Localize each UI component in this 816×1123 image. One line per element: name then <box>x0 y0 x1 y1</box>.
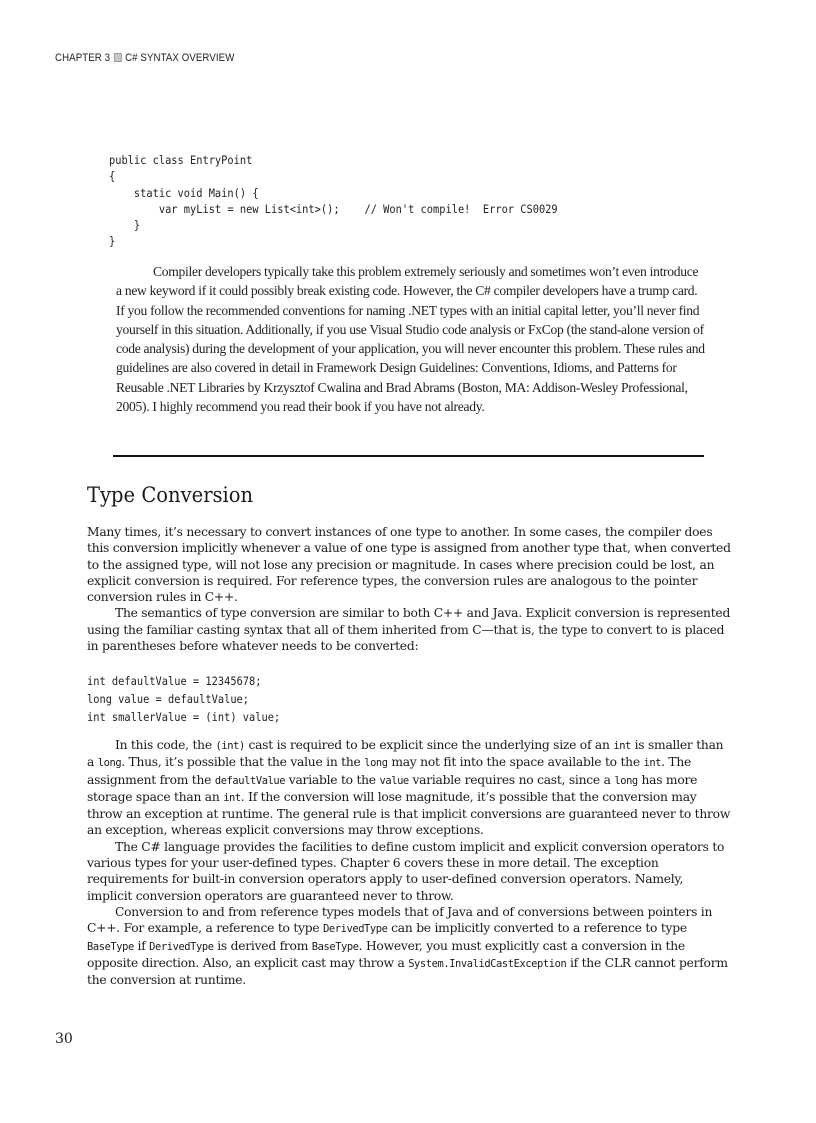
inline-code: DerivedType <box>323 923 388 936</box>
inline-code: long <box>364 757 388 770</box>
paragraph-1: Many times, it’s necessary to convert instances of one type to another. In some cases, the compiler does this conversion implicitly whenever a value of one type is assigned from another type that, when converted to the assigned type, will not lose any precision or magnitude. In cases where precision could be lost, an explicit conversion is required. For reference types, the conversion rules are analogous to the pointer conversion rules in C++. <box>87 525 731 605</box>
section-body <box>87 737 731 988</box>
inline-code: System.InvalidCastException <box>408 957 567 970</box>
inline-code: int <box>223 791 241 804</box>
paragraph-2: The semantics of type conversion are similar to both C++ and Java. Explicit conversion is represented using the familiar casting syntax that all of them inherited from C—that is, the type to convert to is placed in parentheses before whatever needs to be converted: <box>87 606 731 654</box>
note-divider <box>113 455 704 457</box>
running-header <box>55 52 234 64</box>
page-number: 30 <box>55 1031 73 1047</box>
note-block <box>116 262 706 416</box>
square-separator-icon <box>114 53 122 62</box>
chapter-label: CHAPTER 3 <box>55 52 111 64</box>
inline-code: DerivedType <box>149 940 214 953</box>
inline-code: int <box>643 757 662 770</box>
inline-code: int <box>613 740 631 752</box>
inline-code: (int) <box>215 740 245 752</box>
paragraph-5: Conversion to and from reference types models that of Java and of conversions between pointers in C++. For example, a reference to type DerivedType can be implicitly converted to a reference to type BaseType if DerivedType is derived from BaseType. However, you must explicitly cast a conversion in the opposite direction. Also, an explicit cast may throw a System.InvalidCastException if the CLR cannot perform the conversion at runtime. <box>87 904 728 988</box>
paragraph-4: The C# language provides the facilities to define custom implicit and explicit conversion operators to various types for your user-defined types. Chapter 6 covers these in more detail. The exception requirements for built-in conversion operators apply to user-defined conversion operators. Namely, implicit conversion operators are guaranteed never to throw. <box>87 839 725 903</box>
note-paragraph: Compiler developers typically take this problem extremely seriously and sometimes won’t even introduce a new keyword if it could possibly break existing code. However, the C# compiler developers have a trump card. If you follow the recommended conventions for naming .NET types with an initial capital letter, you’ll never find yourself in this situation. Additionally, if you use Visual Studio code analysis or FxCop (the stand-alone version of code analysis) during the development of your application, you will never encounter this problem. These rules and guidelines are also covered in detail in Framework Design Guidelines: Conventions, Idioms, and Patterns for Reusable .NET Libraries by Krzysztof Cwalina and Brad Abrams (Boston, MA: Addison-Wesley Professional, 2005). I highly recommend you read their book if you have not already. <box>116 264 705 415</box>
inline-code: BaseType <box>87 940 134 953</box>
section-heading: Type Conversion <box>87 483 254 507</box>
inline-code: long <box>97 757 122 770</box>
inline-code: value <box>379 774 409 787</box>
inline-code: BaseType <box>311 940 359 953</box>
code-listing-conversion: int defaultValue = 12345678; long value = defaultValue; int smallerValue = (int) value; <box>87 674 281 724</box>
section-intro <box>87 524 731 654</box>
paragraph-3: In this code, the (int) cast is required to be explicit since the underlying size of an int is smaller than a long. Thus, it’s possible that the value in the long may not fit into the space available to the int. The assignment from the defaultValue variable to the value variable requires no cast, since a long has more storage space than an int. If the conversion will lose magnitude, it’s possible that the conversion may throw an exception at runtime. The general rule is that implicit conversions are guaranteed never to throw an exception, whereas explicit conversions may throw exceptions. <box>87 738 731 838</box>
section-label: C# SYNTAX OVERVIEW <box>125 52 235 64</box>
inline-code: defaultValue <box>214 774 286 787</box>
code-listing-entrypoint: public class EntryPoint { static void Main() { var myList = new List<int>(); // Won't compile! Error CS0029 } } <box>109 153 558 249</box>
inline-code: long <box>614 774 638 787</box>
